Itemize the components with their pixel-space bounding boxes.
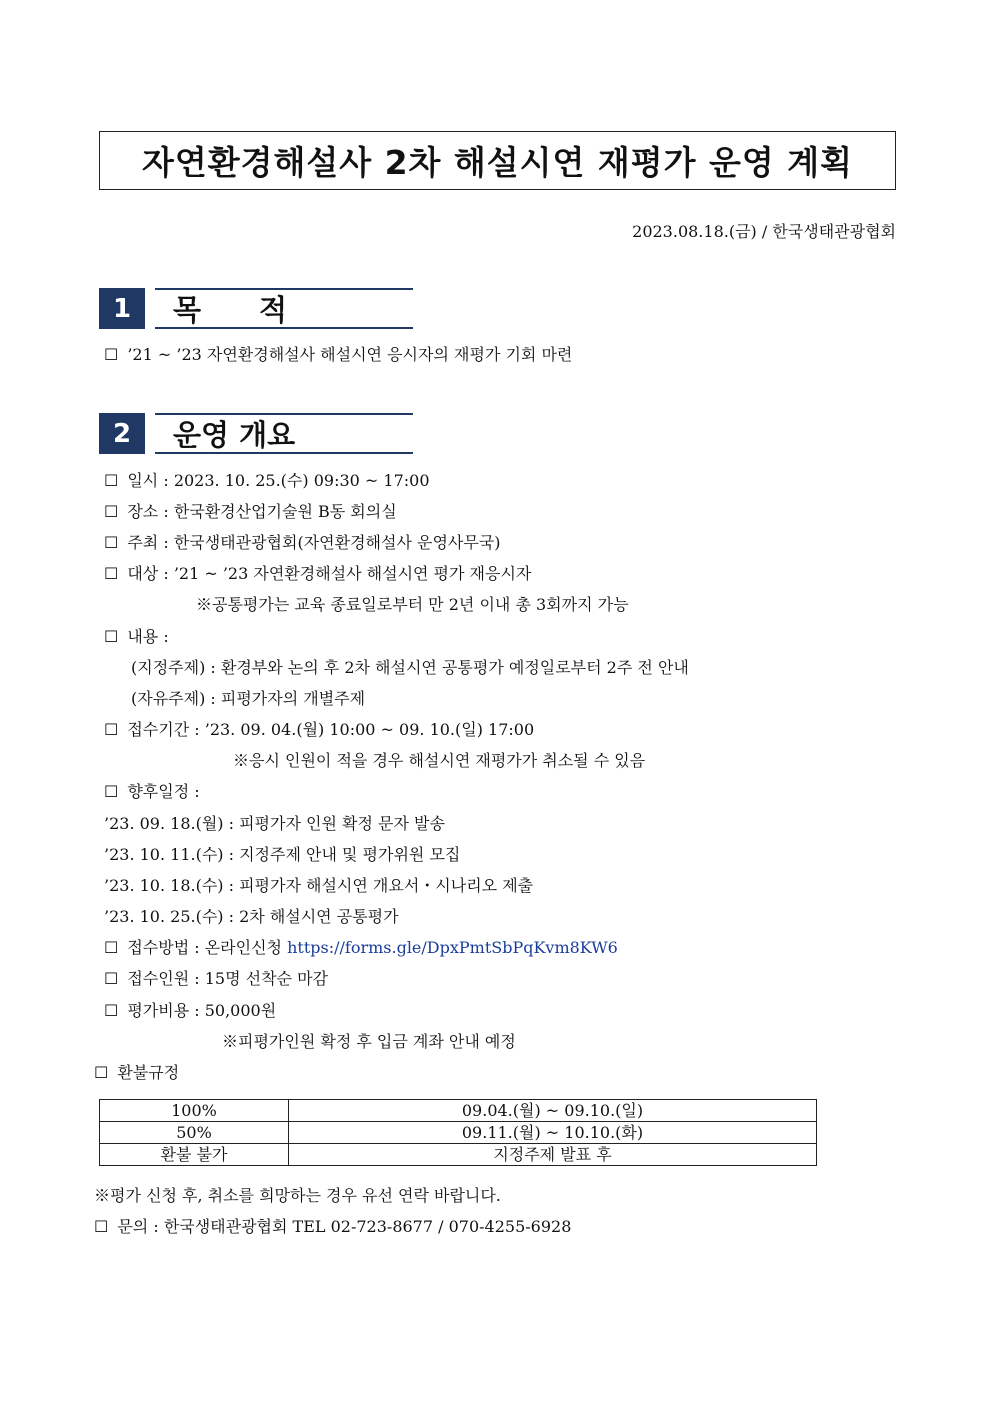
apply-note: ※응시 인원이 적을 경우 해설시연 재평가가 취소될 수 있음: [233, 751, 646, 770]
overview-target: ☐ 대상 : ’21 ~ ’23 자연환경해설사 해설시연 평가 재응시자: [104, 564, 532, 583]
section-title-overview: 운영 개요: [155, 413, 413, 454]
refund-rate: 환불 불가: [100, 1144, 289, 1166]
overview-capacity: ☐ 접수인원 : 15명 선착순 마감: [104, 969, 328, 988]
checkbox-icon: ☐: [104, 345, 119, 364]
refund-period: 지정주제 발표 후: [289, 1144, 817, 1166]
overview-apply-period: ☐ 접수기간 : ’23. 09. 04.(월) 10:00 ~ 09. 10.(일) 17:00: [104, 720, 535, 739]
content-topic-fixed: (지정주제) : 환경부와 논의 후 2차 해설시연 공통평가 예정일로부터 2주 전 안내: [131, 658, 689, 677]
table-row: [100, 1122, 817, 1144]
dateline: 2023.08.18.(금) / 한국생태관광협회: [632, 222, 896, 241]
checkbox-icon: ☐: [104, 938, 119, 957]
overview-contact: ☐ 문의 : 한국생태관광협회 TEL 02-723-8677 / 070-4255-6928: [94, 1217, 572, 1236]
fee-note: ※피평가인원 확정 후 입금 계좌 안내 예정: [222, 1032, 516, 1051]
schedule-item: ’23. 09. 18.(월) : 피평가자 인원 확정 문자 발송: [104, 814, 445, 833]
section-title-purpose: 목 적: [155, 288, 413, 329]
table-row: [100, 1100, 817, 1122]
checkbox-icon: ☐: [94, 1217, 109, 1236]
schedule-item: ’23. 10. 11.(수) : 지정주제 안내 및 평가위원 모집: [104, 845, 461, 864]
refund-rate: 50%: [100, 1122, 289, 1144]
overview-host: ☐ 주최 : 한국생태관광협회(자연환경해설사 운영사무국): [104, 533, 501, 552]
checkbox-icon: ☐: [104, 969, 119, 988]
content-topic-free: (자유주제) : 피평가자의 개별주제: [131, 689, 366, 708]
cancel-note: ※평가 신청 후, 취소를 희망하는 경우 유선 연락 바랍니다.: [94, 1186, 501, 1205]
checkbox-icon: ☐: [104, 720, 119, 739]
checkbox-icon: ☐: [104, 564, 119, 583]
refund-period: 09.04.(월) ~ 09.10.(일): [289, 1100, 817, 1122]
overview-date: ☐ 일시 : 2023. 10. 25.(수) 09:30 ~ 17:00: [104, 471, 430, 490]
overview-place: ☐ 장소 : 한국환경산업기술원 B동 회의실: [104, 502, 397, 521]
checkbox-icon: ☐: [104, 1001, 119, 1020]
table-row: [100, 1144, 817, 1166]
document-title: 자연환경해설사 2차 해설시연 재평가 운영 계획: [99, 131, 896, 190]
overview-schedule: ☐ 향후일정 :: [104, 782, 200, 801]
section-number-2: 2: [99, 413, 145, 454]
checkbox-icon: ☐: [104, 471, 119, 490]
schedule-item: ’23. 10. 18.(수) : 피평가자 해설시연 개요서・시나리오 제출: [104, 876, 534, 895]
schedule-item: ’23. 10. 25.(수) : 2차 해설시연 공통평가: [104, 907, 399, 926]
checkbox-icon: ☐: [104, 502, 119, 521]
checkbox-icon: ☐: [104, 627, 119, 646]
refund-rate: 100%: [100, 1100, 289, 1122]
section-number-1: 1: [99, 288, 145, 329]
overview-fee: ☐ 평가비용 : 50,000원: [104, 1001, 277, 1020]
checkbox-icon: ☐: [104, 533, 119, 552]
target-note: ※공통평가는 교육 종료일로부터 만 2년 이내 총 3회까지 가능: [196, 595, 629, 614]
overview-content: ☐ 내용 :: [104, 627, 169, 646]
refund-table: [99, 1099, 817, 1166]
overview-refund: ☐ 환불규정: [94, 1063, 180, 1082]
overview-apply-method: ☐ 접수방법 : 온라인신청 https://forms.gle/DpxPmtSbPqKvm8KW6: [104, 938, 618, 957]
checkbox-icon: ☐: [94, 1063, 109, 1082]
purpose-item: ☐ ’21 ~ ’23 자연환경해설사 해설시연 응시자의 재평가 기회 마련: [104, 345, 573, 364]
apply-form-link[interactable]: https://forms.gle/DpxPmtSbPqKvm8KW6: [287, 938, 618, 957]
refund-period: 09.11.(월) ~ 10.10.(화): [289, 1122, 817, 1144]
checkbox-icon: ☐: [104, 782, 119, 801]
